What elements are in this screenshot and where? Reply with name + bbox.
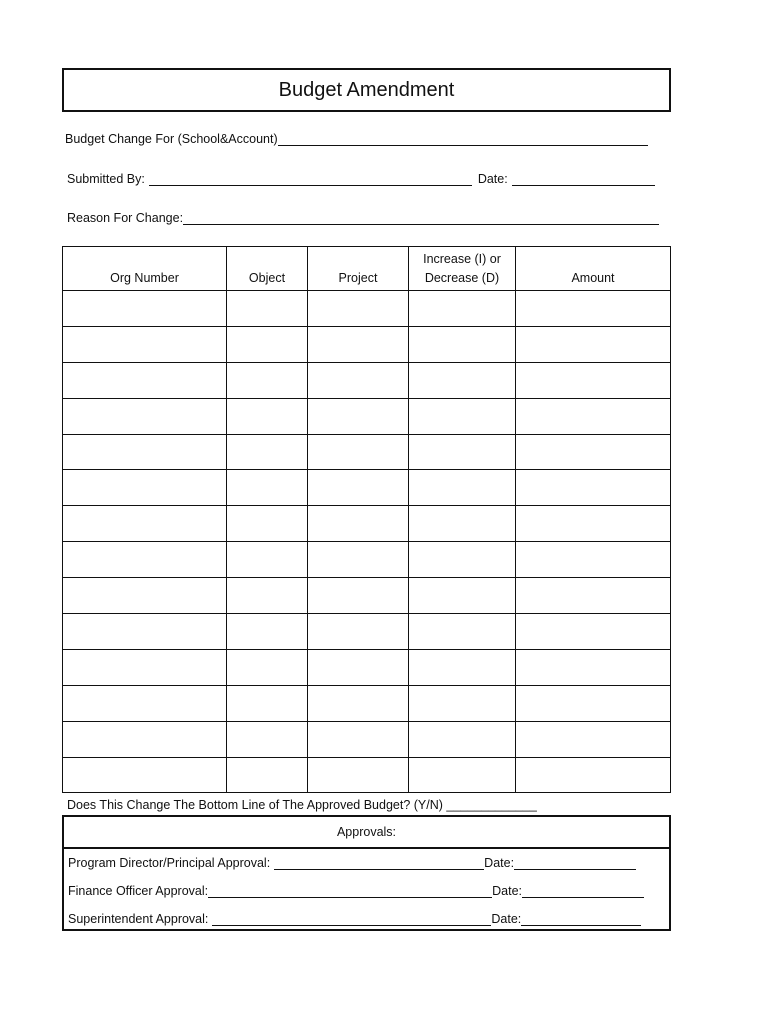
program-director-label: Program Director/Principal Approval: xyxy=(68,856,271,870)
submitted-date-label: Date: xyxy=(477,172,508,186)
budget-table xyxy=(62,246,671,793)
table-header-row xyxy=(63,247,671,291)
submitted-by-row xyxy=(67,171,655,186)
table-cell[interactable] xyxy=(516,614,671,650)
table-cell[interactable] xyxy=(516,649,671,685)
table-cell[interactable] xyxy=(308,470,409,506)
superintendent-date-label: Date: xyxy=(491,912,522,926)
program-director-input[interactable] xyxy=(274,855,484,870)
table-cell[interactable] xyxy=(63,578,227,614)
table-cell[interactable] xyxy=(308,291,409,327)
reason-row xyxy=(67,210,659,225)
submitted-by-input[interactable] xyxy=(149,171,472,186)
table-cell[interactable] xyxy=(63,721,227,757)
table-cell[interactable] xyxy=(409,542,516,578)
table-cell[interactable] xyxy=(227,326,308,362)
table-row xyxy=(63,291,671,327)
budget-change-for-row xyxy=(65,131,648,146)
table-cell[interactable] xyxy=(308,578,409,614)
table-cell[interactable] xyxy=(227,434,308,470)
table-cell[interactable] xyxy=(516,398,671,434)
table-cell[interactable] xyxy=(516,470,671,506)
table-row xyxy=(63,398,671,434)
table-cell[interactable] xyxy=(227,470,308,506)
table-cell[interactable] xyxy=(63,542,227,578)
table-cell[interactable] xyxy=(227,614,308,650)
finance-officer-date-label: Date: xyxy=(492,884,523,898)
reason-input[interactable] xyxy=(183,210,659,225)
table-cell[interactable] xyxy=(227,398,308,434)
table-cell[interactable] xyxy=(227,291,308,327)
table-row xyxy=(63,434,671,470)
table-cell[interactable] xyxy=(227,649,308,685)
table-cell[interactable] xyxy=(308,434,409,470)
program-director-date-input[interactable] xyxy=(514,855,636,870)
submitted-date-input[interactable] xyxy=(512,171,655,186)
table-cell[interactable] xyxy=(308,542,409,578)
table-row xyxy=(63,757,671,793)
table-cell[interactable] xyxy=(227,542,308,578)
table-row xyxy=(63,542,671,578)
col-org-number: Org Number xyxy=(63,247,227,291)
col-project: Project xyxy=(308,247,409,291)
table-cell[interactable] xyxy=(516,291,671,327)
table-cell[interactable] xyxy=(409,326,516,362)
program-director-date-label: Date: xyxy=(484,856,515,870)
table-cell[interactable] xyxy=(516,578,671,614)
table-cell[interactable] xyxy=(409,757,516,793)
table-cell[interactable] xyxy=(409,434,516,470)
table-cell[interactable] xyxy=(227,721,308,757)
table-cell[interactable] xyxy=(308,614,409,650)
table-row xyxy=(63,649,671,685)
table-row xyxy=(63,721,671,757)
table-cell[interactable] xyxy=(516,721,671,757)
table-cell[interactable] xyxy=(409,362,516,398)
table-cell[interactable] xyxy=(63,434,227,470)
table-cell[interactable] xyxy=(227,362,308,398)
reason-label: Reason For Change: xyxy=(67,211,184,225)
approvals-box xyxy=(62,815,671,931)
table-row xyxy=(63,362,671,398)
table-cell[interactable] xyxy=(409,685,516,721)
table-cell[interactable] xyxy=(308,757,409,793)
table-cell[interactable] xyxy=(409,470,516,506)
superintendent-input[interactable] xyxy=(212,911,491,926)
table-cell[interactable] xyxy=(63,614,227,650)
table-cell[interactable] xyxy=(308,326,409,362)
table-cell[interactable] xyxy=(409,721,516,757)
finance-officer-label: Finance Officer Approval: xyxy=(68,884,209,898)
table-row xyxy=(63,685,671,721)
col-increase-line1: Increase (I) or xyxy=(423,252,501,266)
table-cell[interactable] xyxy=(308,398,409,434)
submitted-by-label: Submitted By: xyxy=(67,172,145,186)
table-cell[interactable] xyxy=(227,685,308,721)
table-cell[interactable] xyxy=(63,291,227,327)
table-cell[interactable] xyxy=(227,578,308,614)
table-cell[interactable] xyxy=(227,757,308,793)
table-row xyxy=(63,506,671,542)
table-cell[interactable] xyxy=(409,398,516,434)
finance-officer-input[interactable] xyxy=(208,883,492,898)
table-cell[interactable] xyxy=(63,362,227,398)
table-cell[interactable] xyxy=(63,398,227,434)
program-director-row xyxy=(68,855,636,870)
table-body xyxy=(63,291,671,793)
finance-officer-row xyxy=(68,883,644,898)
table-row xyxy=(63,470,671,506)
table-cell[interactable] xyxy=(63,649,227,685)
table-cell[interactable] xyxy=(63,506,227,542)
form-title xyxy=(62,68,671,112)
table-cell[interactable] xyxy=(409,614,516,650)
col-increase-line2: Decrease (D) xyxy=(424,271,500,285)
table-cell[interactable] xyxy=(409,578,516,614)
col-object: Object xyxy=(227,247,308,291)
table-cell[interactable] xyxy=(63,326,227,362)
table-cell[interactable] xyxy=(227,506,308,542)
finance-officer-date-input[interactable] xyxy=(522,883,644,898)
table-cell[interactable] xyxy=(409,506,516,542)
table-cell[interactable] xyxy=(516,326,671,362)
superintendent-date-input[interactable] xyxy=(521,911,641,926)
budget-change-for-input[interactable] xyxy=(278,131,648,146)
table-row xyxy=(63,578,671,614)
table-cell[interactable] xyxy=(409,291,516,327)
table-cell[interactable] xyxy=(308,721,409,757)
superintendent-label: Superintendent Approval: xyxy=(68,912,209,926)
bottom-line-question: Does This Change The Bottom Line of The Approved Budget? (Y/N) _____________ xyxy=(67,798,537,812)
table-cell[interactable] xyxy=(516,757,671,793)
table-cell[interactable] xyxy=(63,470,227,506)
table-cell[interactable] xyxy=(308,362,409,398)
table-cell[interactable] xyxy=(516,434,671,470)
table-cell[interactable] xyxy=(308,649,409,685)
table-cell[interactable] xyxy=(63,685,227,721)
table-cell[interactable] xyxy=(63,757,227,793)
table-cell[interactable] xyxy=(516,506,671,542)
approvals-heading: Approvals: xyxy=(64,817,669,849)
table-cell[interactable] xyxy=(516,542,671,578)
budget-change-for-label: Budget Change For (School&Account) xyxy=(65,132,278,146)
col-amount: Amount xyxy=(516,247,671,291)
table-cell[interactable] xyxy=(409,649,516,685)
table-cell[interactable] xyxy=(516,685,671,721)
table-row xyxy=(63,326,671,362)
table-cell[interactable] xyxy=(516,362,671,398)
table-row xyxy=(63,614,671,650)
form-title-text: Budget Amendment xyxy=(278,78,455,101)
table-cell[interactable] xyxy=(308,685,409,721)
table-cell[interactable] xyxy=(308,506,409,542)
col-increase-decrease xyxy=(409,247,516,291)
superintendent-row xyxy=(68,911,641,926)
